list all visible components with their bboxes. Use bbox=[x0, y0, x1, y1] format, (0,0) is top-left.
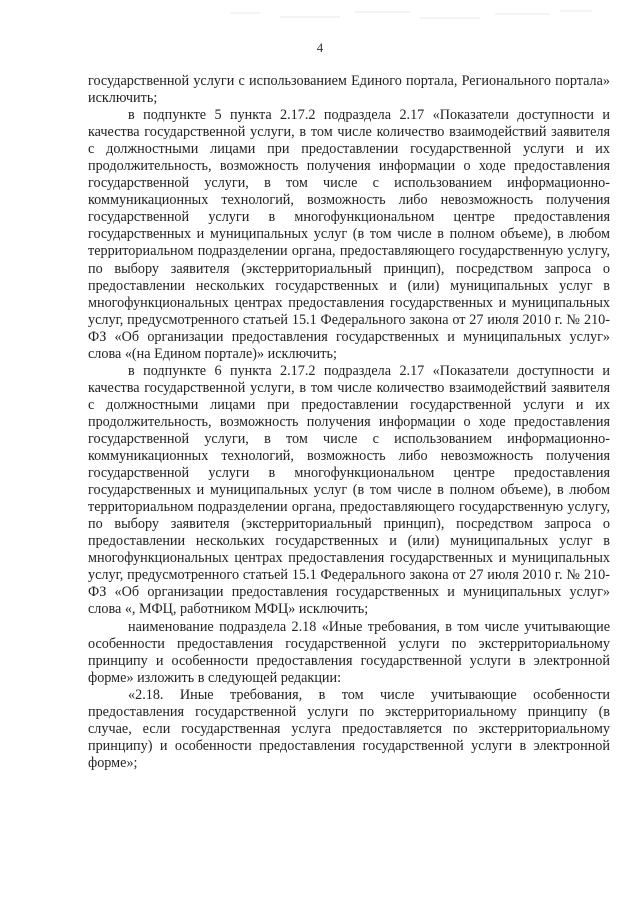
paragraph-heading-2-18: наименование подраздела 2.18 «Иные требования, в том числе учитывающие особенности предоставления государственной услуги по экстерриториальному принципу и особенности предоставления государственной услуги в электронной форме» изложить в следующей редакции: bbox=[88, 618, 610, 686]
paragraph-continuation: государственной услуги с использованием Единого портала, Регионального портала» исключить; bbox=[88, 73, 610, 107]
paragraph-subpoint-5: в подпункте 5 пункта 2.17.2 подраздела 2.17 «Показатели доступности и качества государственной услуги, в том числе количество взаимодействий заявителя с должностными лицами при предоставлении государственной услуги и их продолжительность, возможность получения информации о ходе предоставления государственной услуги, в том числе с использованием информационно-коммуникационных технологий, возможность либо невозможность получения государственной услуги в многофункциональном центре предоставления государственных и муниципальных услуг (в том числе в полном объеме), в любом территориальном подразделении органа, предоставляющего государственную услугу, по выбору заявителя (экстерриториальный принцип), посредством запроса о предоставлении нескольких государственных и (или) муниципальных услуг в многофункциональных центрах предоставления государственных и муниципальных услуг, предусмотренного статьей 15.1 Федерального закона от 27 июля 2010 г. № 210-ФЗ «Об организации предоставления государственных и муниципальных услуг» слова «(на Едином портале)» исключить; bbox=[88, 107, 610, 362]
document-body bbox=[88, 73, 610, 772]
paragraph-subpoint-6: в подпункте 6 пункта 2.17.2 подраздела 2.17 «Показатели доступности и качества государственной услуги, в том числе количество взаимодействий заявителя с должностными лицами при предоставлении государственной услуги и их продолжительность, возможность получения информации о ходе предоставления государственной услуги, в том числе с использованием информационно-коммуникационных технологий, возможность либо невозможность получения государственной услуги в многофункциональном центре предоставления государственных и муниципальных услуг (в том числе в полном объеме), в любом территориальном подразделении органа, предоставляющего государственную услугу, по выбору заявителя (экстерриториальный принцип), посредством запроса о предоставлении нескольких государственных и (или) муниципальных услуг в многофункциональных центрах предоставления государственных и муниципальных услуг, предусмотренного статьей 15.1 Федерального закона от 27 июля 2010 г. № 210-ФЗ «Об организации предоставления государственных и муниципальных услуг» слова «, МФЦ, работником МФЦ» исключить; bbox=[88, 362, 610, 618]
page-number: 4 bbox=[316, 40, 324, 55]
scan-artifact bbox=[220, 8, 600, 22]
paragraph-new-2-18: «2.18. Иные требования, в том числе учитывающие особенности предоставления государственной услуги по экстерриториальному принципу (в случае, если государственная услуга предоставляется по экстерриториальному принципу) и особенности предоставления государственной услуги в электронной форме»; bbox=[88, 686, 610, 771]
